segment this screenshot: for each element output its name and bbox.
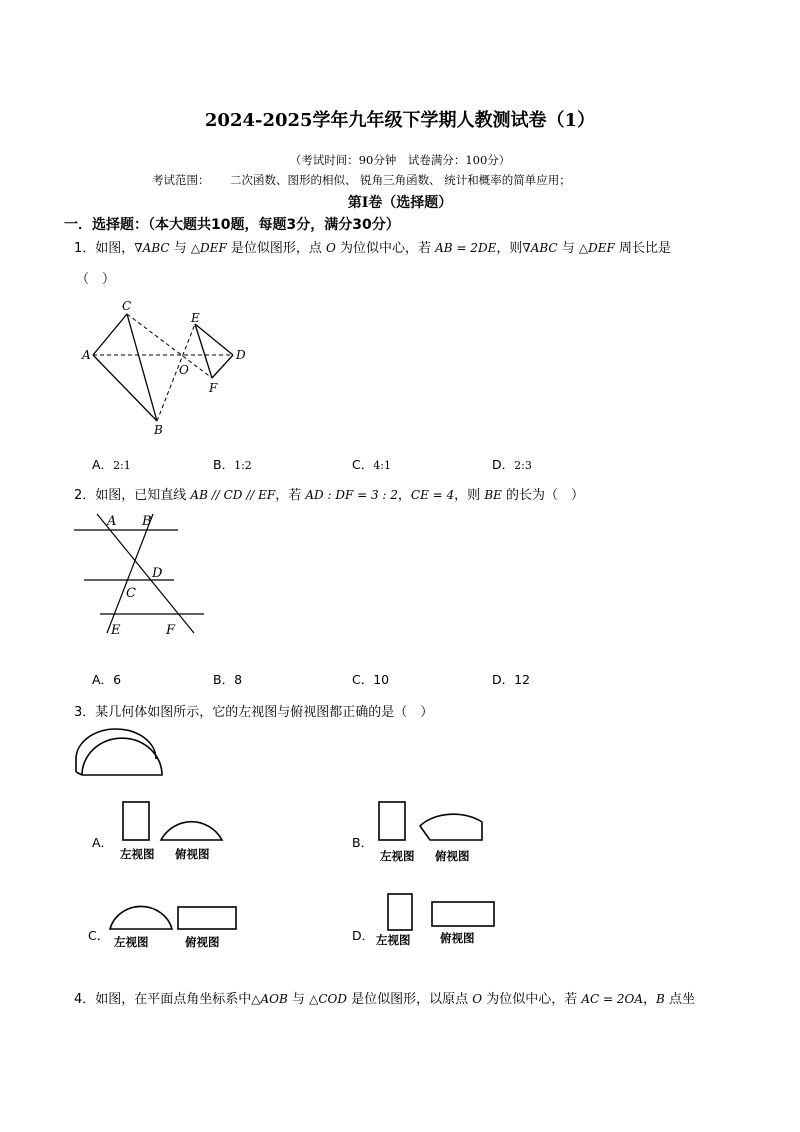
question-1-stem — [74, 237, 671, 256]
q1-sym-1: ∇ABC — [134, 241, 170, 255]
q2-label-a: A — [107, 514, 117, 529]
q1-option-b-letter: B． — [213, 457, 235, 472]
q2-num: 2．如图，已知直线 — [74, 488, 191, 503]
q1-option-b[interactable] — [213, 455, 252, 473]
q1-option-d-value: 2:3 — [514, 459, 532, 472]
q3-option-c-letter[interactable]: C． — [88, 928, 110, 943]
q2-option-b[interactable] — [213, 670, 242, 688]
q3-option-d-top-caption: 俯视图 — [440, 931, 475, 945]
q4-sym-3: △COD — [309, 992, 347, 1006]
q1-sym-5: O — [326, 241, 336, 255]
q3-option-a-top-caption: 俯视图 — [175, 847, 210, 861]
question-4-stem — [74, 988, 695, 1007]
q2-sym-3: AD : DF = 3 : 2 — [305, 488, 398, 502]
q1-label-c: C — [122, 300, 132, 313]
q1-sym-11: △DEF — [578, 241, 615, 255]
q2-option-d-value: 12 — [514, 672, 531, 687]
q2-label-e: E — [111, 623, 121, 638]
q3-option-b-letter[interactable]: B． — [352, 835, 374, 850]
q3-option-b-figure — [374, 798, 489, 846]
q3-option-a-figure — [118, 798, 228, 846]
q1-text-6: 为位似中心，若 — [335, 241, 436, 256]
q2-sym-7: BE — [484, 488, 502, 502]
q3-option-b-top-caption: 俯视图 — [435, 849, 470, 863]
q1-sym-7: AB = 2DE — [435, 241, 497, 255]
q4-sym-7: AC = 2OA — [581, 992, 644, 1006]
q3-option-a-letter[interactable]: A． — [92, 835, 114, 850]
q1-text-2: 与 — [169, 241, 191, 256]
q2-sym-5: CE = 4 — [410, 488, 455, 502]
q3-option-c-left-caption: 左视图 — [114, 935, 149, 949]
q2-option-b-value: 8 — [234, 672, 243, 687]
q2-option-a[interactable] — [92, 670, 121, 688]
scope-label: 考试范围： — [152, 173, 210, 187]
q2-label-f: F — [166, 623, 176, 638]
q1-sym-9: ∇ABC — [522, 241, 558, 255]
q1-num: 1．如图， — [74, 241, 135, 256]
q3-option-d-left-caption: 左视图 — [376, 933, 411, 947]
q2-figure — [70, 508, 210, 638]
q2-option-a-value: 6 — [113, 672, 122, 687]
q1-sym-3: △DEF — [190, 241, 227, 255]
q3-option-d-letter[interactable]: D． — [352, 928, 375, 943]
q4-text-2: 与 — [287, 992, 310, 1007]
q1-label-o: O — [179, 363, 189, 377]
q1-option-d[interactable] — [492, 455, 532, 473]
q1-option-b-value: 1:2 — [234, 459, 252, 472]
q4-text-6: 为位似中心，若 — [482, 992, 582, 1007]
q3-solid-figure — [70, 725, 170, 780]
q2-label-c: C — [126, 586, 136, 601]
q2-option-d[interactable] — [492, 670, 530, 688]
q4-sym-9: B — [656, 992, 665, 1006]
q3-option-a-left-caption: 左视图 — [120, 847, 155, 861]
q1-label-d: D — [236, 348, 246, 362]
exam-info: （考试时间：90分钟 试卷满分：100分） — [289, 153, 511, 167]
q1-text-8: ，则 — [496, 241, 523, 256]
q1-option-a[interactable] — [92, 455, 131, 473]
q1-answer-paren: （ ） — [76, 272, 116, 287]
q1-text-10: 与 — [557, 241, 579, 256]
q1-option-a-letter: A． — [92, 457, 114, 472]
q1-option-c-letter: C． — [352, 457, 374, 472]
q1-option-d-letter: D． — [492, 457, 515, 472]
q2-text-4: ， — [397, 488, 411, 503]
q2-text-6: ，则 — [454, 488, 485, 503]
q3-option-c-top-caption: 俯视图 — [185, 935, 220, 949]
q1-text-12: 周长比是 — [614, 241, 671, 256]
volume-heading: 第Ⅰ卷（选择题） — [347, 195, 453, 211]
q4-text-8: ， — [643, 992, 657, 1007]
question-3-stem: 3．某几何体如图所示，它的左视图与俯视图都正确的是（ ） — [74, 705, 434, 720]
q4-sym-1: △AOB — [251, 992, 288, 1006]
q4-sym-5: O — [472, 992, 483, 1006]
q1-option-c[interactable] — [352, 455, 391, 473]
q1-figure — [78, 300, 258, 440]
q1-label-e: E — [191, 311, 200, 325]
q1-text-4: 是位似图形，点 — [226, 241, 327, 256]
q2-text-8: 的长为（ ） — [501, 488, 585, 503]
q4-text-10: 点坐 — [664, 992, 696, 1007]
q1-label-b: B — [154, 423, 163, 437]
q2-label-b: B — [142, 514, 152, 529]
q2-option-a-letter: A． — [92, 672, 114, 687]
q2-sym-1: AB // CD // EF — [190, 488, 276, 502]
section-heading: 一．选择题：（本大题共10题，每题3分，满分30分） — [64, 217, 400, 233]
q4-text-4: 是位似图形，以原点 — [346, 992, 473, 1007]
question-2-stem — [74, 484, 584, 503]
q3-option-d-figure — [382, 890, 502, 934]
q1-label-f: F — [209, 381, 218, 395]
q1-option-c-value: 4:1 — [373, 459, 391, 472]
page-title: 2024-2025学年九年级下学期人教测试卷（1） — [204, 110, 596, 131]
q4-num: 4．如图，在平面点角坐标系中 — [74, 992, 252, 1007]
q1-option-a-value: 2:1 — [113, 459, 131, 472]
q3-option-b-left-caption: 左视图 — [380, 849, 415, 863]
scope-text: 二次函数、图形的相似、 锐角三角函数、 统计和概率的简单应用； — [230, 173, 571, 187]
q2-option-b-letter: B． — [213, 672, 235, 687]
q2-text-2: ，若 — [275, 488, 306, 503]
q3-option-c-figure — [104, 895, 244, 935]
q2-option-c-value: 10 — [373, 672, 390, 687]
q2-option-d-letter: D． — [492, 672, 515, 687]
q1-label-a: A — [82, 348, 91, 362]
q2-option-c[interactable] — [352, 670, 389, 688]
q2-option-c-letter: C． — [352, 672, 374, 687]
q2-label-d: D — [152, 566, 163, 581]
